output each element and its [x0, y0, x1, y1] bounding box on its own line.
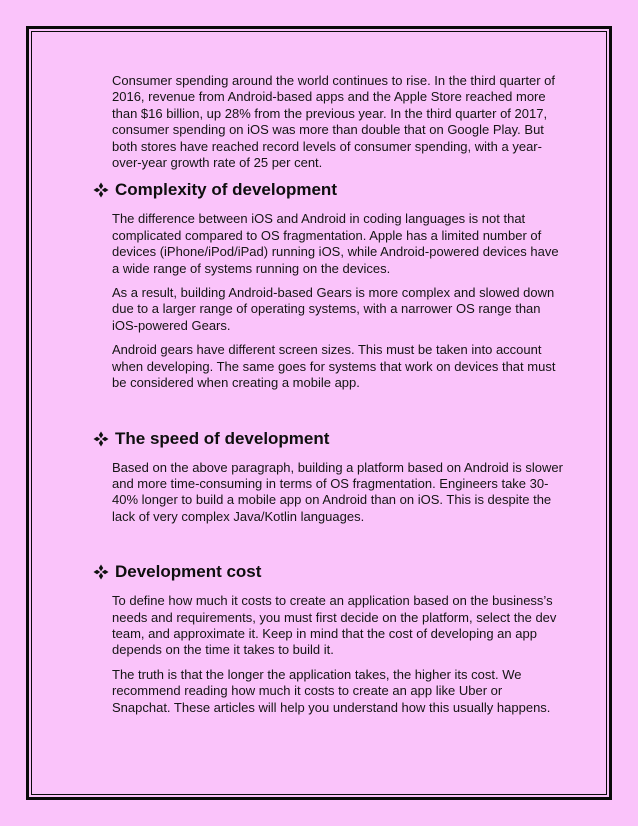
- four-diamond-bullet-icon: [93, 182, 109, 198]
- section-paragraph: The difference between iOS and Android in coding languages is not that complicated compared to OS fragmentation. Apple has a limited number of devices (iPhone/iPod/iPad) running iOS, while Android-powered devices have a wide range of systems running on the devices.: [112, 211, 559, 276]
- document-body: [0, 73, 638, 724]
- section-heading-text: The speed of development: [115, 428, 330, 448]
- section-paragraph: Android gears have different screen sizes. This must be taken into account when developing. The same goes for systems that work on devices that must be considered when creating a mobile app.: [112, 342, 556, 391]
- section-spacer: [0, 400, 638, 428]
- section-paragraph: As a result, building Android-based Gears is more complex and slowed down due to a larger range of operating systems, with a narrower OS range than iOS-powered Gears.: [112, 285, 555, 333]
- section-heading-complexity: [93, 179, 638, 201]
- section-heading-text: Complexity of development: [115, 180, 337, 200]
- section-heading-cost: [93, 561, 638, 583]
- section-heading-text: Development cost: [115, 562, 262, 582]
- section-heading-speed: [93, 428, 638, 450]
- four-diamond-bullet-icon: [93, 431, 109, 447]
- section-paragraph: Based on the above paragraph, building a platform based on Android is slower and more time-consuming in terms of OS fragmentation. Engineers take 30-40% longer to build a mobile app on Android than on iOS. This is despite the lack of very complex Java/Kotlin languages.: [112, 459, 563, 524]
- intro-paragraph: Consumer spending around the world continues to rise. In the third quarter of 2016, revenue from Android-based apps and the Apple Store reached more than $16 billion, up 28% from the previous year. In the third quarter of 2017, consumer spending on iOS was more than double that on Google Play. But both stores have reached record levels of consumer spending, with a year-over-year growth rate of 25 per cent.: [112, 73, 555, 171]
- four-diamond-bullet-icon: [93, 564, 109, 580]
- section-spacer: [0, 533, 638, 561]
- section-paragraph: To define how much it costs to create an application based on the business’s needs and requirements, you must first decide on the platform, select the dev team, and approximate it. Keep in mind that the cost of developing an app depends on the time it takes to build it.: [112, 593, 557, 658]
- section-paragraph: The truth is that the longer the application takes, the higher its cost. We recommend reading how much it costs to create an app like Uber or Snapchat. These articles will help you understand how this usually happens.: [112, 666, 551, 715]
